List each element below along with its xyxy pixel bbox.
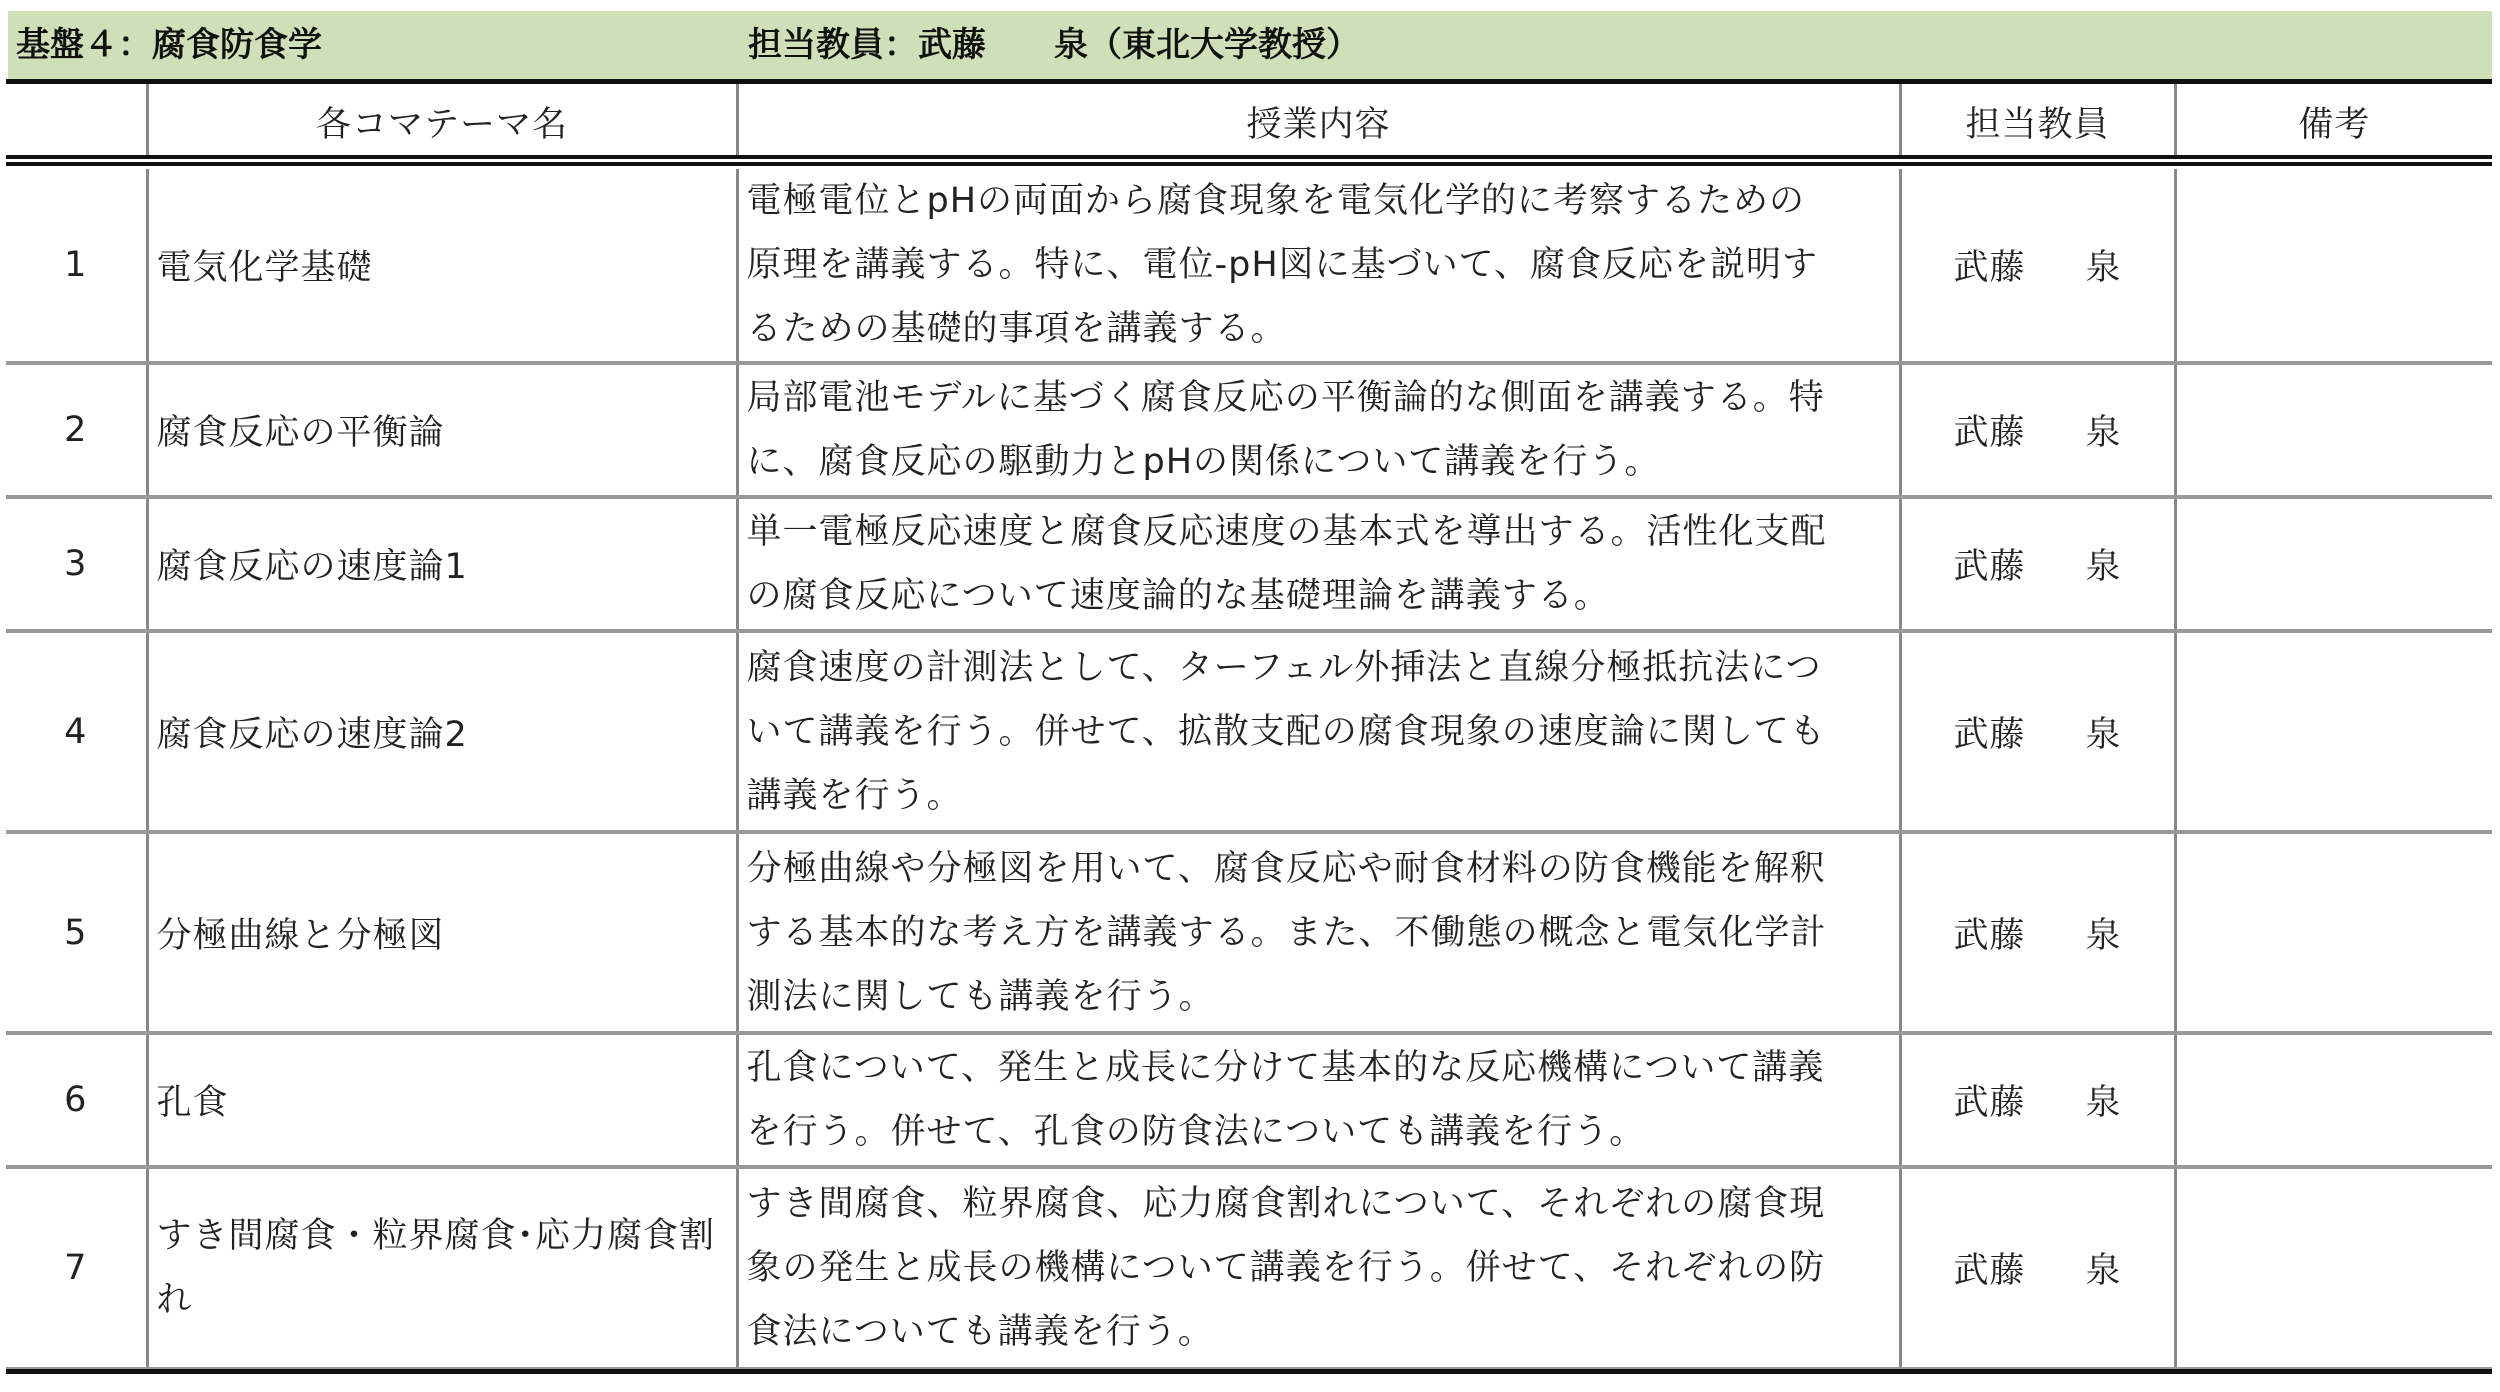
- teacher-family-name: 武藤: [1953, 1251, 2026, 1291]
- content-line: 局部電池モデルに基づく腐食反応の平衡論的な側面を講義する。特: [746, 378, 1825, 418]
- row-number: 1: [6, 164, 147, 363]
- content-line: 象の発生と成長の機構について講義を行う。併せて、それぞれの防: [746, 1248, 1826, 1288]
- row-content: [737, 164, 1900, 363]
- row-content: [737, 832, 1900, 1033]
- row-note: [2175, 497, 2492, 631]
- row-note: [2175, 363, 2492, 497]
- row-note: [2175, 164, 2492, 363]
- col-header-no: [6, 84, 147, 164]
- course-title: 基盤４：腐食防食学: [16, 25, 322, 65]
- content-line: を行う。併せて、孔食の防食法についても講義を行う。: [746, 1112, 1646, 1152]
- teacher-given-name: 泉: [2085, 1251, 2122, 1291]
- row-theme: すき間腐食・粒界腐食･応力腐食割れ: [147, 1167, 737, 1369]
- content-line: 孔食について、発生と成長に分けて基本的な反応機構について講義: [746, 1048, 1825, 1088]
- row-teacher: [1900, 164, 2175, 363]
- row-content: [737, 497, 1900, 631]
- row-teacher: [1900, 1167, 2175, 1369]
- row-teacher: [1900, 363, 2175, 497]
- content-line: 食法についても講義を行う。: [746, 1312, 1214, 1352]
- row-note: [2175, 1167, 2492, 1369]
- teacher-given-name: 泉: [2085, 248, 2122, 288]
- row-content: [737, 1033, 1900, 1167]
- divider: [6, 162, 2492, 166]
- row-teacher: [1900, 1033, 2175, 1167]
- content-line: 講義を行う。: [746, 775, 963, 816]
- content-line: 電極電位とpHの両面から腐食現象を電気化学的に考察するための: [746, 181, 1806, 221]
- table-row: [6, 1167, 2492, 1369]
- table-row: [6, 363, 2492, 497]
- teacher-family-name: 武藤: [1953, 915, 2026, 956]
- course-title-band: [8, 11, 2492, 79]
- course-teacher: 担当教員：武藤 泉（東北大学教授）: [748, 25, 1360, 65]
- teacher-given-name: 泉: [2085, 915, 2122, 956]
- row-number: 2: [6, 363, 147, 497]
- teacher-given-name: 泉: [2085, 714, 2122, 755]
- row-content: [737, 363, 1900, 497]
- content-line: るための基礎的事項を講義する。: [746, 309, 1287, 349]
- content-line: する基本的な考え方を講義する。また、不働態の概念と電気化学計: [746, 912, 1827, 953]
- teacher-family-name: 武藤: [1953, 248, 2026, 288]
- teacher-family-name: 武藤: [1953, 413, 2026, 453]
- content-line: すき間腐食、粒界腐食、応力腐食割れについて、それぞれの腐食現: [746, 1184, 1826, 1224]
- row-theme: 腐食反応の速度論2: [147, 631, 737, 832]
- teacher-given-name: 泉: [2085, 1083, 2122, 1123]
- row-number: 4: [6, 631, 147, 832]
- row-teacher: [1900, 832, 2175, 1033]
- teacher-family-name: 武藤: [1953, 1083, 2026, 1123]
- row-teacher: [1900, 497, 2175, 631]
- table-header-row: [6, 84, 2492, 164]
- row-number: 5: [6, 832, 147, 1033]
- row-number: 6: [6, 1033, 147, 1167]
- teacher-family-name: 武藤: [1953, 714, 2026, 755]
- row-note: [2175, 1033, 2492, 1167]
- table-row: [6, 832, 2492, 1033]
- row-note: [2175, 631, 2492, 832]
- content-line: の腐食反応について速度論的な基礎理論を講義する。: [746, 576, 1610, 616]
- row-number: 7: [6, 1167, 147, 1369]
- row-theme: 電気化学基礎: [147, 164, 737, 363]
- teacher-given-name: 泉: [2085, 547, 2122, 587]
- divider: [6, 155, 2492, 159]
- content-line: 単一電極反応速度と腐食反応速度の基本式を導出する。活性化支配: [746, 512, 1827, 552]
- row-theme: 腐食反応の速度論1: [147, 497, 737, 631]
- row-theme: 腐食反応の平衡論: [147, 363, 737, 497]
- syllabus-table: [6, 84, 2492, 1371]
- teacher-given-name: 泉: [2085, 413, 2122, 453]
- content-line: 腐食速度の計測法として、ターフェル外挿法と直線分極抵抗法につ: [746, 647, 1822, 688]
- row-number: 3: [6, 497, 147, 631]
- content-line: に、腐食反応の駆動力とpHの関係について講義を行う。: [746, 442, 1661, 482]
- content-line: 原理を講義する。特に、電位-pH図に基づいて、腐食反応を説明す: [746, 245, 1818, 285]
- content-line: 測法に関しても講義を行う。: [746, 976, 1215, 1017]
- divider: [6, 1369, 2492, 1374]
- table-row: [6, 497, 2492, 631]
- col-header-note: 備考: [2175, 84, 2492, 164]
- row-teacher: [1900, 631, 2175, 832]
- teacher-family-name: 武藤: [1953, 547, 2026, 587]
- row-theme: 孔食: [147, 1033, 737, 1167]
- col-header-teacher: 担当教員: [1900, 84, 2175, 164]
- col-header-content: 授業内容: [737, 84, 1900, 164]
- row-note: [2175, 832, 2492, 1033]
- row-content: [737, 631, 1900, 832]
- row-content: [737, 1167, 1900, 1369]
- row-theme: 分極曲線と分極図: [147, 832, 737, 1033]
- content-line: 分極曲線や分極図を用いて、腐食反応や耐食材料の防食機能を解釈: [746, 848, 1826, 889]
- content-line: いて講義を行う。併せて、拡散支配の腐食現象の速度論に関しても: [746, 711, 1826, 752]
- table-row: [6, 164, 2492, 363]
- col-header-theme: 各コマテーマ名: [147, 84, 737, 164]
- table-row: [6, 1033, 2492, 1167]
- table-row: [6, 631, 2492, 832]
